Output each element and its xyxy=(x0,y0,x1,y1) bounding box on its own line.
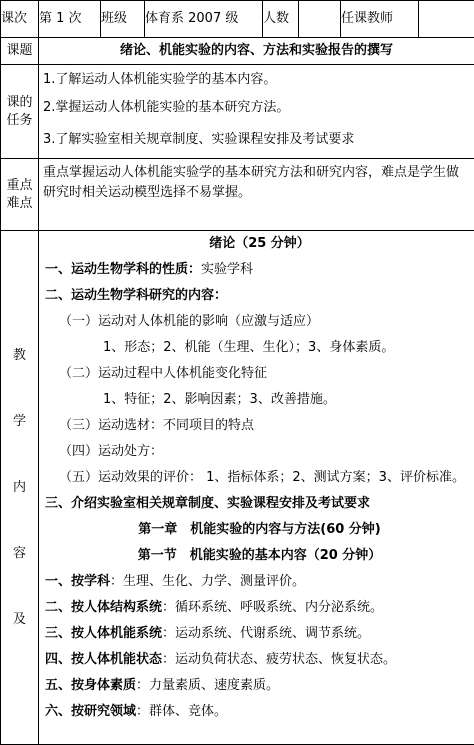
subsection-item: （三）运动选材：不同项目的特点 xyxy=(45,413,474,439)
teacher-value xyxy=(419,1,474,38)
content-item xyxy=(45,699,474,725)
class-label: 班级 xyxy=(101,1,145,38)
content-label-char: 教 xyxy=(1,323,38,389)
count-label: 人数 xyxy=(263,1,299,38)
content-label xyxy=(1,231,39,745)
content-item-text: ：运动系统、代谢系统、调节系统。 xyxy=(162,626,370,641)
content-item xyxy=(45,595,474,621)
key-points-row xyxy=(1,159,474,231)
content-item xyxy=(45,647,474,673)
content-label-char: 学 xyxy=(1,389,38,455)
content-item xyxy=(45,569,474,595)
section-3-heading: 三、介绍实验室相关规章制度、实验课程安排及考试要求 xyxy=(45,491,474,517)
objective-item: 3.了解实验室相关规章制度、实验课程安排及考试要求 xyxy=(39,131,474,149)
section-1 xyxy=(45,257,474,283)
lesson-value: 第 1 次 xyxy=(39,1,101,38)
content-item-heading: 四、按人体机能状态 xyxy=(45,652,162,667)
key-points-label-line-1: 重点 xyxy=(1,177,38,195)
objectives-label-line-1: 课的 xyxy=(1,94,38,112)
objectives-list xyxy=(39,65,474,159)
key-points-label xyxy=(1,159,39,231)
content-item-heading: 一、按学科 xyxy=(45,574,110,589)
objectives-label-line-2: 任务 xyxy=(1,112,38,130)
chapter-title: 第一章 机能实验的内容与方法(60 分钟) xyxy=(45,517,474,543)
class-value: 体育系 2007 级 xyxy=(145,1,263,38)
objective-item: 1.了解运动人体机能实验学的基本内容。 xyxy=(39,71,474,89)
key-points-text-cell xyxy=(39,159,474,231)
subsection-item: （五）运动效果的评价： 1、指标体系；2、测试方案；3、评价标准。 xyxy=(45,465,474,491)
intro-title: 绪论（25 分钟） xyxy=(45,231,474,257)
topic-row xyxy=(1,38,474,65)
topic-label: 课题 xyxy=(1,38,39,65)
content-item-heading: 六、按研究领域 xyxy=(45,704,136,719)
subsection-item: （四）运动处方： xyxy=(45,439,474,465)
section-1-heading: 一、运动生物学科的性质： xyxy=(45,262,201,277)
subsection-detail: 1、形态；2、机能（生理、生化）；3、身体素质。 xyxy=(45,335,474,361)
content-item xyxy=(45,673,474,699)
content-label-char: 内 xyxy=(1,455,38,521)
content-item-text: ：群体、竞体。 xyxy=(136,704,227,719)
topic-value: 绪论、机能实验的内容、方法和实验报告的撰写 xyxy=(39,38,474,65)
content-item-text: ：生理、生化、力学、测量评价。 xyxy=(110,574,305,589)
section-2-heading: 二、运动生物学科研究的内容： xyxy=(45,283,474,309)
content-label-char: 及 xyxy=(1,587,38,653)
content-item-text: ：循环系统、呼吸系统、内分泌系统。 xyxy=(162,600,383,615)
key-points-label-line-2: 难点 xyxy=(1,195,38,213)
lesson-label: 课次 xyxy=(1,1,39,38)
subsection-detail: 1、特征；2、影响因素；3、改善措施。 xyxy=(45,387,474,413)
subsection-item: （二）运动过程中人体机能变化特征 xyxy=(45,361,474,387)
content-item-heading: 三、按人体机能系统 xyxy=(45,626,162,641)
content-body xyxy=(39,231,474,745)
teacher-label: 任课教师 xyxy=(341,1,419,38)
key-points-text: 重点掌握运动人体机能实验学的基本研究方法和研究内容，难点是学生做研究时相关运动模型选择不易掌握。 xyxy=(39,159,474,203)
objectives-label xyxy=(1,65,39,159)
content-label-char: 容 xyxy=(1,521,38,587)
objectives-row xyxy=(1,65,474,159)
content-item-text: ：力量素质、速度素质。 xyxy=(136,678,279,693)
subsection-item: （一）运动对人体机能的影响（应激与适应） xyxy=(45,309,474,335)
content-item-heading: 二、按人体结构系统 xyxy=(45,600,162,615)
content-item-heading: 五、按身体素质 xyxy=(45,678,136,693)
objective-item: 2.掌握运动人体机能实验的基本研究方法。 xyxy=(39,99,474,117)
content-item-text: ：运动负荷状态、疲劳状态、恢复状态。 xyxy=(162,652,396,667)
header-row xyxy=(1,1,474,38)
content-row xyxy=(1,231,474,745)
count-value xyxy=(299,1,341,38)
section-1-text: 实验学科 xyxy=(201,262,253,277)
section-title: 第一节 机能实验的基本内容（20 分钟） xyxy=(45,543,474,569)
content-item xyxy=(45,621,474,647)
